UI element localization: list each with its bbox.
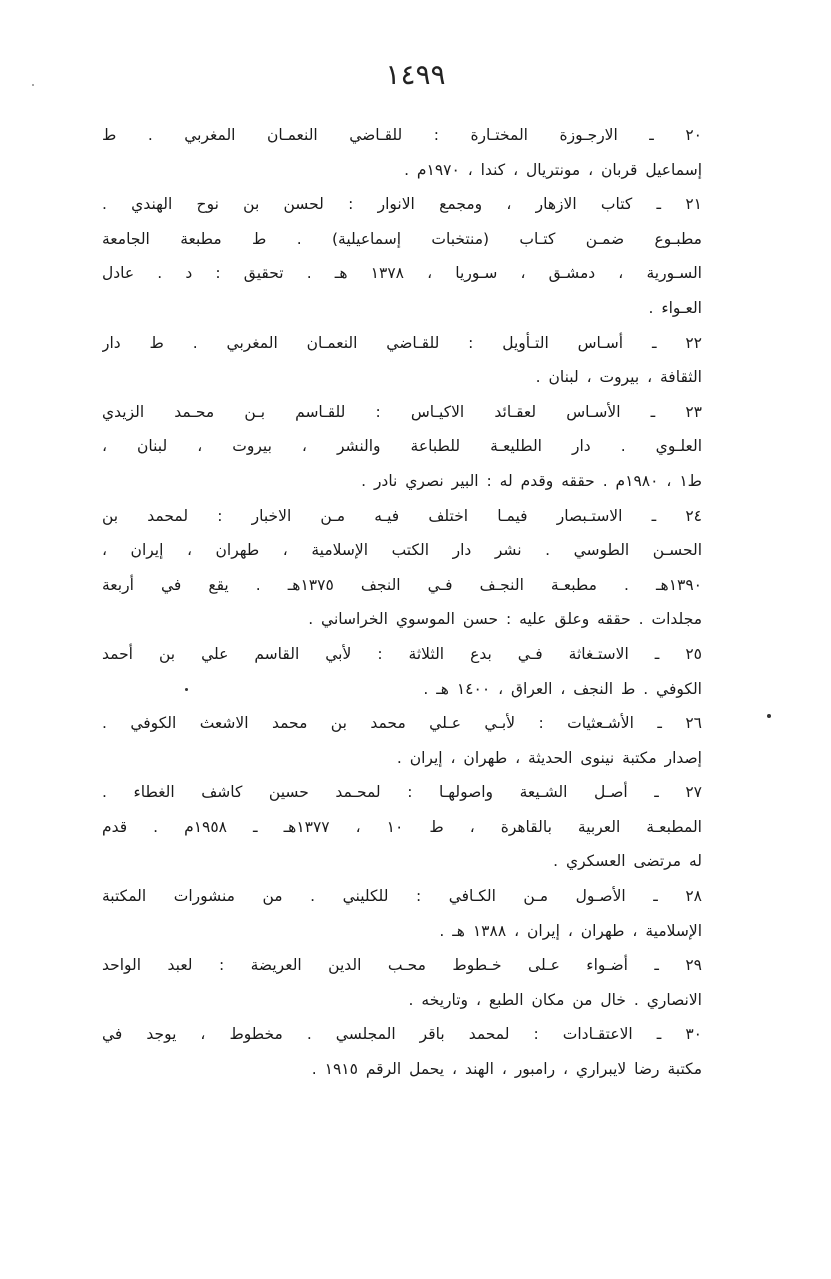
entry-line: إسماعيل قربان ، مونتريال ، كندا ، ١٩٧٠م . [404, 160, 702, 179]
entry-line: ٢٣ ـ الأسـاس لعقـائد الاكيـاس : للقـاسم بـن محـمد الزيدي [102, 402, 702, 421]
entry-line: ٢١ ـ كتاب الازهار ، ومجمع الانوار : لحسن بن نوح الهندي . [102, 195, 702, 214]
bibliography-list [102, 118, 702, 1087]
entry-line: ٢٤ ـ الاستـبصار فيمـا اختلف فيـه مـن الاخبار : لمحمد بن [102, 506, 702, 525]
entry-line: ٢٧ ـ أصـل الشـيعة واصولهـا : لمحـمد حسين كاشف الغطاء . [102, 783, 702, 802]
entry-line: السـورية ، دمشـق ، سـوريا ، ١٣٧٨ هـ . تحقيق : د . عادل [102, 264, 702, 283]
entry-line: ٢٨ ـ الأصـول مـن الكـافي : للكليني . من منشورات المكتبة [102, 887, 702, 906]
scan-speck [185, 688, 188, 691]
entry-line: ٢٥ ـ الاستـغاثة فـي بدع الثلاثة : لأبي القاسم علي بن أحمد [102, 644, 702, 663]
entry-line: الكوفي . ط النجف ، العراق ، ١٤٠٠ هـ . [423, 679, 702, 698]
bibliography-entry [102, 118, 702, 187]
bibliography-entry [102, 395, 702, 499]
bibliography-entry [102, 326, 702, 395]
bibliography-entry [102, 879, 702, 948]
entry-line: إصدار مكتبة نينوى الحديثة ، طهران ، إيران . [396, 748, 702, 767]
entry-line: مطبـوع ضمـن كتـاب (منتخبات إسماعيلية) . ط مطبعة الجامعة [102, 229, 702, 248]
entry-line: مجلدات . حققه وعلق عليه : حسن الموسوي الخراساني . [308, 610, 702, 629]
bibliography-entry [102, 948, 702, 1017]
entry-line: ٢٦ ـ الأشـعثيات : لأبـي عـلي محمد بن محمد الاشعث الكوفي . [102, 714, 702, 733]
bibliography-entry [102, 499, 702, 637]
page-number: ١٤٩٩ [385, 58, 446, 91]
entry-line: العـواء . [648, 298, 702, 317]
entry-line: ٣٠ ـ الاعتقـادات : لمحمد باقر المجلسي . مخطوط ، يوجد في [102, 1025, 702, 1044]
entry-line: له مرتضى العسكري . [553, 852, 702, 871]
entry-line: العلـوي . دار الطليعـة للطباعة والنشر ، بيروت ، لبنان ، [102, 437, 702, 456]
entry-line: ط١ ، ١٩٨٠م . حققه وقدم له : البير نصري نادر . [361, 471, 702, 490]
entry-line: ٢٠ ـ الارجـوزة المختـارة : للقـاضي النعمـان المغربي . ط [102, 126, 702, 144]
entry-line: ٢٩ ـ أضـواء عـلى خـطوط محـب الدين العريضة : لعبد الواحد [102, 956, 702, 975]
entry-line: الحسـن الطوسي . نشر دار الكتب الإسلامية ، طهران ، إيران ، [102, 541, 702, 560]
entry-line: ٢٢ ـ أسـاس التـأويل : للقـاضي النعمـان المغربي . ط دار [102, 333, 702, 352]
scan-speck [32, 84, 34, 86]
entry-line: المطبعـة العربية بالقاهرة ، ط ١٠ ، ١٣٧٧هـ ـ ١٩٥٨م . قدم [102, 817, 702, 836]
entry-line: الانصاري . خال من مكان الطبع ، وتاريخه . [408, 990, 702, 1009]
bibliography-entry [102, 1017, 702, 1086]
entry-line: الإسلامية ، طهران ، إيران ، ١٣٨٨ هـ . [439, 921, 702, 940]
bibliography-entry [102, 775, 702, 879]
bibliography-entry [102, 706, 702, 775]
entry-line: ١٣٩٠هـ . مطبعـة النجـف فـي النجف ١٣٧٥هـ . يقع في أربعة [102, 575, 702, 594]
bibliography-entry [102, 637, 702, 706]
bibliography-entry [102, 187, 702, 325]
scan-speck [767, 714, 771, 718]
entry-line: الثقافة ، بيروت ، لبنان . [535, 368, 702, 387]
entry-line: مكتبة رضا لايبراري ، رامبور ، الهند ، يحمل الرقم ١٩١٥ . [311, 1060, 702, 1079]
